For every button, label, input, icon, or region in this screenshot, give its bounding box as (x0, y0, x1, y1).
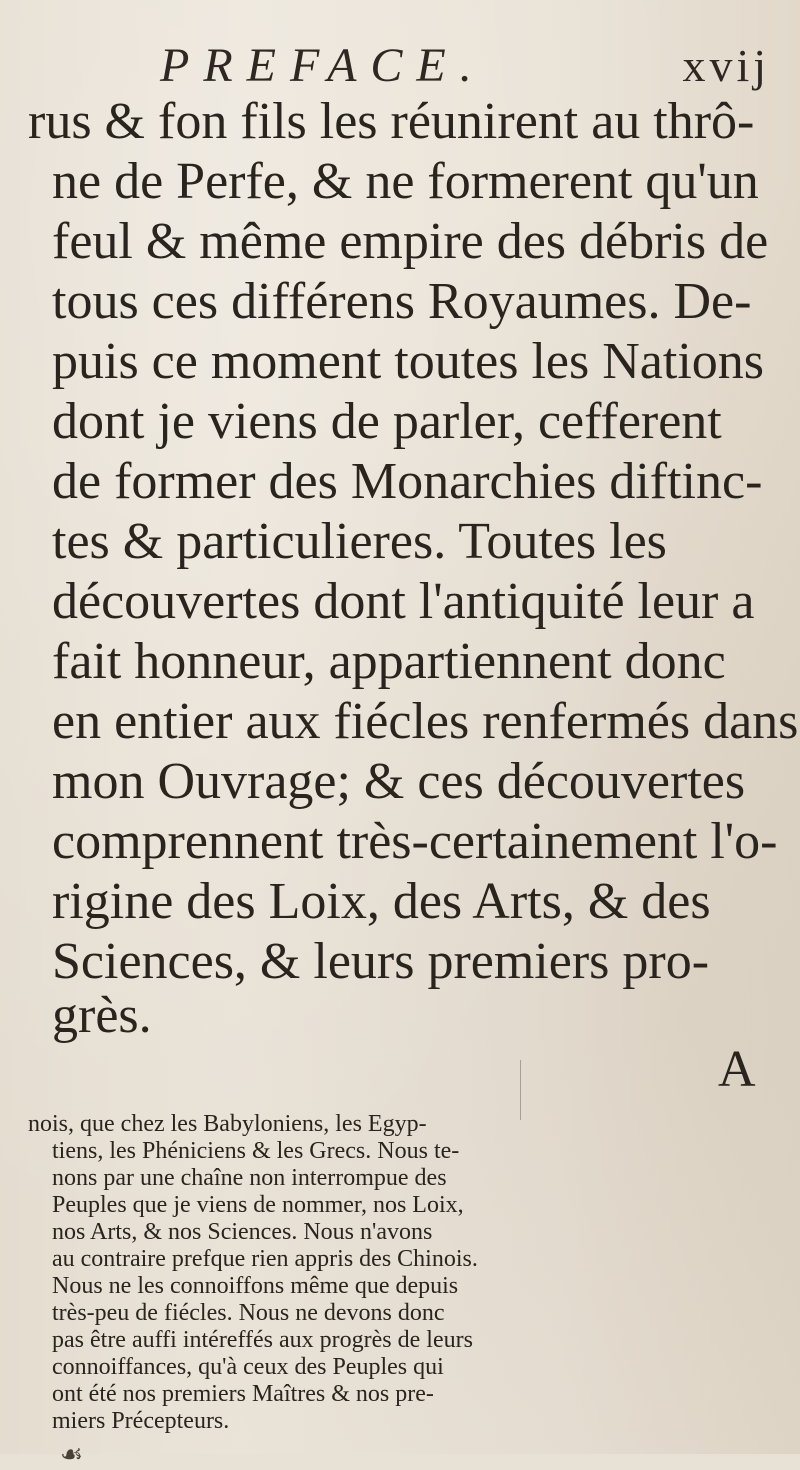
text-line: miers Précepteurs. (52, 1408, 230, 1434)
text-line: Nous ne les connoiffons même que depuis (52, 1273, 459, 1299)
text-line: ont été nos premiers Maîtres & nos pre- (52, 1381, 434, 1407)
text-line: Sciences, & leurs premiers pro- (52, 933, 710, 990)
text-line: pas être auffi intéreffés aux progrès de leurs (52, 1327, 473, 1353)
running-head (160, 38, 770, 94)
text-line: de former des Monarchies diftinc- (52, 453, 763, 510)
text-line: nos Arts, & nos Sciences. Nous n'avons (52, 1219, 433, 1245)
text-line: rus & fon fils les réunirent au thrô- (28, 93, 755, 150)
text-line: connoiffances, qu'à ceux des Peuples qui (52, 1354, 444, 1380)
text-line: au contraire prefque rien appris des Chinois. (52, 1246, 478, 1272)
text-line: mon Ouvrage; & ces découvertes (52, 753, 746, 810)
text-line: très-peu de fiécles. Nous ne devons donc (52, 1300, 445, 1326)
running-head-title: PREFACE. (160, 39, 486, 92)
text-line: découvertes dont l'antiquité leur a (52, 573, 755, 630)
page-number: xvij (682, 40, 770, 91)
text-line: nois, que chez les Babyloniens, les Egyp- (28, 1111, 427, 1137)
text-line: fait honneur, appartiennent donc (52, 633, 726, 690)
paper-fold-mark (520, 1060, 521, 1120)
text-line: tes & particulieres. Toutes les (52, 513, 667, 570)
fleuron-icon: ☙ (60, 1440, 84, 1470)
text-line: ne de Perfe, & ne formerent qu'un (52, 153, 759, 210)
text-line: Peuples que je viens de nommer, nos Loix, (52, 1192, 464, 1218)
text-line: tous ces différens Royaumes. De- (52, 273, 752, 330)
text-line: rigine des Loix, des Arts, & des (52, 873, 711, 930)
text-line: tiens, les Phéniciens & les Grecs. Nous te- (52, 1138, 460, 1164)
text-line: comprennent très-certainement l'o- (52, 813, 778, 870)
text-line: dont je viens de parler, cefferent (52, 393, 722, 450)
text-line: en entier aux fiécles renfermés dans (52, 693, 799, 750)
catchword: A (718, 1041, 756, 1098)
text-line: feul & même empire des débris de (52, 213, 769, 270)
text-line: nons par une chaîne non interrompue des (52, 1165, 447, 1191)
text-line: puis ce moment toutes les Nations (52, 333, 765, 390)
text-line: grès. (52, 987, 152, 1044)
